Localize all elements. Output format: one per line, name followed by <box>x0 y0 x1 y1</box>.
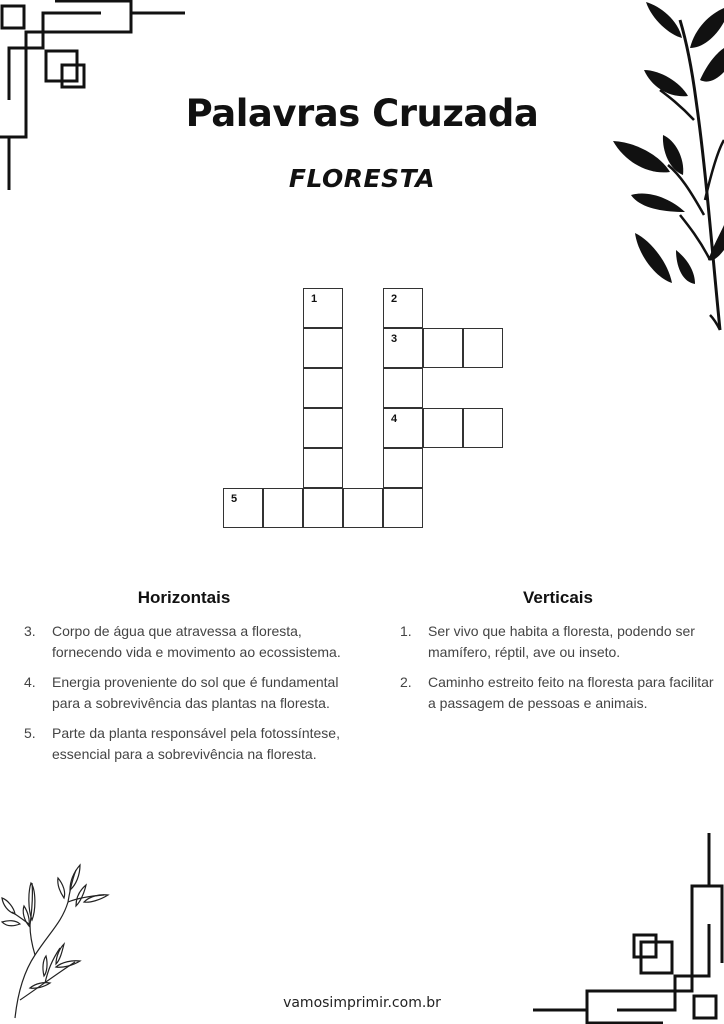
crossword-cell[interactable] <box>423 408 463 448</box>
crossword-cell[interactable] <box>303 368 343 408</box>
clue-text: Caminho estreito feito na floresta para facilitar a passagem de pessoas e animais. <box>428 674 714 711</box>
crossword-cell[interactable] <box>303 328 343 368</box>
clue-number: 3 <box>391 333 398 345</box>
page-title: Palavras Cruzada <box>185 92 539 135</box>
clue-text: Parte da planta responsável pela fotossíntese, essencial para a sobrevivência na floresta. <box>52 725 340 762</box>
clue-number: 1 <box>311 293 318 305</box>
clue-number: 2. <box>400 674 412 690</box>
clues-horizontal <box>24 588 344 774</box>
clue-text: Ser vivo que habita a floresta, podendo ser mamífero, réptil, ave ou inseto. <box>428 623 695 660</box>
clue-item <box>24 672 344 714</box>
clues-vertical <box>400 588 716 723</box>
footer-website: vamosimprimir.com.br <box>283 995 441 1011</box>
crossword-cell-5-across-start[interactable] <box>223 488 263 528</box>
crossword-cell[interactable] <box>303 448 343 488</box>
clue-number: 5. <box>24 725 36 741</box>
clue-number: 1. <box>400 623 412 639</box>
crossword-cell[interactable] <box>463 328 503 368</box>
crossword-cell[interactable] <box>303 488 343 528</box>
clue-item <box>400 672 716 714</box>
crossword-cell-4-across-start[interactable] <box>383 408 423 448</box>
crossword-cell[interactable] <box>423 328 463 368</box>
crossword-cell[interactable] <box>383 488 423 528</box>
crossword-cell[interactable] <box>263 488 303 528</box>
clue-item <box>400 621 716 663</box>
clue-number: 5 <box>231 493 238 505</box>
clues-horizontal-heading: Horizontais <box>137 588 231 607</box>
clue-number: 4 <box>391 413 398 425</box>
crossword-cell-3-across-start[interactable] <box>383 328 423 368</box>
crossword-cell[interactable] <box>383 448 423 488</box>
crossword-cell[interactable] <box>463 408 503 448</box>
corner-frame-bottom-right-icon <box>520 820 724 1024</box>
clues-vertical-heading: Verticais <box>523 588 593 607</box>
clue-item <box>24 723 344 765</box>
page-subtitle: FLORESTA <box>288 164 436 193</box>
crossword-cell[interactable] <box>343 488 383 528</box>
clue-item <box>24 621 344 663</box>
clue-number: 2 <box>391 293 398 305</box>
clue-text: Energia proveniente do sol que é fundamental para a sobrevivência das plantas na floresta. <box>52 674 339 711</box>
clue-number: 4. <box>24 674 36 690</box>
crossword-cell[interactable] <box>303 408 343 448</box>
clue-text: Corpo de água que atravessa a floresta, fornecendo vida e movimento ao ecossistema. <box>52 623 341 660</box>
clue-number: 3. <box>24 623 36 639</box>
crossword-cell[interactable] <box>383 368 423 408</box>
crossword-cell-1-down-start[interactable] <box>303 288 343 328</box>
crossword-cell-2-down-start[interactable] <box>383 288 423 328</box>
